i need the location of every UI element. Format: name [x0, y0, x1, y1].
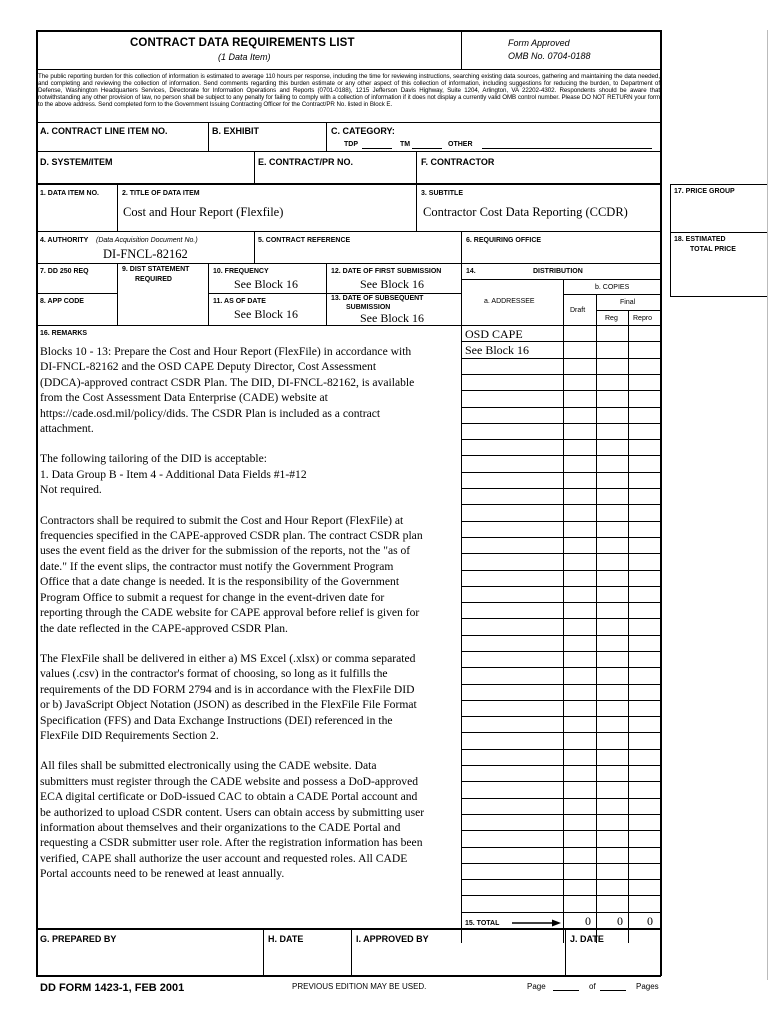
price-box-bottom [670, 296, 768, 297]
label-other: OTHER [448, 141, 473, 148]
distribution-row-line [461, 847, 661, 848]
row-456-bottom [36, 263, 661, 264]
label-remarks: 16. REMARKS [40, 330, 88, 337]
label-distribution: DISTRIBUTION [533, 268, 583, 275]
distribution-row-line [461, 521, 661, 522]
value-addressee-1: OSD CAPE [465, 327, 523, 341]
page-blank [553, 990, 579, 991]
distribution-row-line [461, 455, 661, 456]
distribution-row-line [461, 341, 661, 342]
distribution-row-line [461, 635, 661, 636]
label-subsequent: 13. DATE OF SUBSEQUENT [331, 295, 424, 302]
distribution-row-line [461, 618, 661, 619]
distribution-row-line [461, 537, 661, 538]
label-first-submission: 12. DATE OF FIRST SUBMISSION [331, 268, 442, 275]
b1-divider [117, 184, 118, 231]
burden-statement: The public reporting burden for this collection of information is estimated to average 110 hours per response, including the time for reviewing instructions, searching existing data sources, gathering and maintaining the data needed, and completing and reviewing the collection of information. Send comments regarding this burden estimate or any other aspect of this collection of information, including suggestions for reducing the burden, to Department of Defense, Washington Headquarters Services, Directorate for Information Operations and Reports (0701-0188), 1215 Jefferson Davis Highway, Suite 1204, Arlington, VA 22202-4302. Respondents should be aware that notwithstanding any other provision of law, no person shall be subject to any penalty for failing to comply with a collection of information if it does not display a currently valid OMB control number. Please DO NOT RETURN your form to the above address. Send completed form to the Government Issuing Contracting Officer for the Contract/PR No. listed in Block E. [38, 73, 660, 108]
label-copies: b. COPIES [595, 284, 630, 291]
distribution-row-line [461, 390, 661, 391]
distribution-row-line [461, 781, 661, 782]
distribution-row-line [461, 423, 661, 424]
row-rem-top [36, 325, 462, 326]
of-label: of [589, 982, 596, 991]
remarks-paragraph: All files shall be submitted electronically using the CADE website. Data submitters must register through the CADE website and possess a DoD-approved ECA digital certificate or DoD-issued CAC to obtain a CADE Portal account and be authorized to upload CSDR content. Users can obtain access by submitting user information about themselves and their organizations to the CADE Portal and requesting a CSDR submitter user role. After the registration information has been verified, CAPE shall authorize the user account and requested roles. All CADE Portal accounts need to be renewed at least annually. [40, 759, 425, 881]
distribution-row-line [461, 586, 661, 587]
draft-col [563, 279, 564, 943]
label-category: C. CATEGORY: [331, 126, 395, 136]
distribution-row-line [461, 602, 661, 603]
label-submission: SUBMISSION [346, 304, 391, 311]
other-blank [482, 148, 652, 149]
label-reg: Reg [605, 315, 618, 322]
distribution-row-line [461, 700, 661, 701]
row-abc-bottom [36, 151, 661, 152]
pages-label: Pages [636, 982, 659, 991]
distribution-row-line [461, 488, 661, 489]
label-final: Final [620, 299, 636, 306]
form-subtitle: (1 Data Item) [218, 52, 271, 62]
label-prepared-by: G. PREPARED BY [40, 934, 117, 944]
label-draft: Draft [570, 307, 586, 314]
label-as-of-date: 11. AS OF DATE [213, 298, 266, 305]
frame-right [660, 30, 662, 976]
label-authority: 4. AUTHORITY [40, 237, 89, 244]
label-app-code: 8. APP CODE [40, 298, 84, 305]
label-title-data-item: 2. TITLE OF DATA ITEM [122, 190, 200, 197]
total-bottom [36, 928, 661, 930]
form-number: DD FORM 1423-1, FEB 2001 [40, 982, 185, 994]
label-contract-line-item: A. CONTRACT LINE ITEM NO. [40, 126, 168, 136]
pages-blank [600, 990, 626, 991]
label-total: 15. TOTAL [465, 920, 500, 927]
distribution-row-line [461, 667, 661, 668]
form-title: CONTRACT DATA REQUIREMENTS LIST [130, 37, 355, 49]
value-total-reg: 0 [617, 914, 623, 928]
b4-divider [254, 231, 255, 263]
distribution-row-line [461, 814, 661, 815]
label-data-item-no: 1. DATA ITEM NO. [40, 190, 99, 197]
distribution-row-line [461, 830, 661, 831]
dist-left [461, 263, 462, 943]
distribution-row-line [461, 732, 661, 733]
row-def-bottom [36, 183, 661, 185]
label-contract-pr: E. CONTRACT/PR NO. [258, 157, 354, 167]
label-exhibit: B. EXHIBIT [212, 126, 260, 136]
label-repro: Repro [633, 315, 653, 322]
form-approved: Form Approved [508, 38, 570, 48]
distribution-row-line [461, 684, 661, 685]
page-edge [767, 30, 768, 980]
copies-line [563, 294, 661, 295]
bc-divider [326, 122, 327, 151]
label-approved-by: I. APPROVED BY [356, 934, 429, 944]
distribution-row-line [461, 749, 661, 750]
value-subsequent: See Block 16 [360, 311, 424, 325]
price-box-left [670, 184, 671, 296]
label-subtitle: 3. SUBTITLE [421, 190, 464, 197]
page-label: Page [527, 982, 546, 991]
distribution-row-line [461, 798, 661, 799]
label-estimated: 18. ESTIMATED [674, 236, 726, 243]
distribution-row-line [461, 439, 661, 440]
frame-top [36, 30, 661, 32]
distribution-row-line [461, 863, 661, 864]
ab-divider [208, 122, 209, 151]
burden-bottom [36, 122, 661, 123]
value-total-draft: 0 [585, 914, 591, 928]
tdp-blank [362, 148, 392, 149]
value-as-of-date: See Block 16 [234, 307, 298, 321]
distribution-row-line [461, 879, 661, 880]
label-frequency: 10. FREQUENCY [213, 268, 269, 275]
frame-bottom [36, 975, 661, 977]
row-123-bottom [36, 231, 661, 232]
value-addressee-2: See Block 16 [465, 343, 529, 357]
distribution-row-line [461, 765, 661, 766]
label-price-group: 17. PRICE GROUP [674, 188, 735, 195]
remarks-paragraph: The FlexFile shall be delivered in either a) MS Excel (.xlsx) or comma separated values (.csv) in the contractor's format of choosing, so long as it fulfills the requirements of the DD FORM 2794 and is in accordance with the FlexFile DID or b) JavaScript Object Notation (JSON) as described in the FlexFile File Format Specification (FFS) and Data Exchange Instructions (DEI) referenced in the FlexFile DID Requirements Section 2. [40, 651, 417, 742]
value-title: Cost and Hour Report (Flexfile) [123, 205, 284, 219]
value-first-submission: See Block 16 [360, 277, 424, 291]
label-dd250: 7. DD 250 REQ [40, 268, 89, 275]
value-frequency: See Block 16 [234, 277, 298, 291]
label-dist-required: REQUIRED [135, 276, 172, 283]
remarks-paragraph: Blocks 10 - 13: Prepare the Cost and Hour Report (FlexFile) in accordance with DI-FNCL-82162 and the OSD CAPE Deputy Director, Cost Assessment (DDCA)-approved contract CSDR Plan. The DID, DI-FNCL-82162, is available from the Cost Assessment Data Enterprise (CADE) website at https://cade.osd.mil/policy/dids. The CSDR Plan is included as a contract attachment. [40, 345, 415, 436]
b5-divider [461, 231, 462, 263]
distribution-row-line [461, 716, 661, 717]
total-arrow-icon [512, 918, 562, 928]
label-tm: TM [400, 141, 411, 148]
remarks-paragraph: The following tailoring of the DID is acceptable: 1. Data Group B - Item 4 - Additional Data Fields #1-#12 Not required. [40, 452, 307, 497]
distribution-row-line [461, 570, 661, 571]
gh-divider [263, 929, 264, 975]
label-h-date: H. DATE [268, 934, 304, 944]
hi-divider [351, 929, 352, 975]
distribution-row-line [461, 472, 661, 473]
dist-head-line [461, 279, 661, 280]
label-total-price: TOTAL PRICE [690, 246, 736, 253]
b7-divider [117, 263, 118, 326]
frame-left [36, 30, 38, 976]
de-divider [254, 151, 255, 183]
label-authority-sub: (Data Acquisition Document No.) [96, 237, 198, 244]
distribution-row-line [461, 895, 661, 896]
label-system-item: D. SYSTEM/ITEM [40, 157, 113, 167]
row-7-mid [36, 293, 118, 294]
distribution-row-line [461, 407, 661, 408]
ij-divider [565, 929, 566, 975]
distribution-row-line [461, 325, 661, 326]
label-j-date: J. DATE [570, 934, 604, 944]
price-box-top [670, 184, 768, 185]
label-addressee: a. ADDRESSEE [484, 298, 535, 305]
ef-divider [416, 151, 417, 183]
distribution-row-line [461, 651, 661, 652]
header-divider [461, 30, 462, 69]
label-contractor: F. CONTRACTOR [421, 157, 495, 167]
b10-divider [326, 263, 327, 326]
label-tdp: TDP [344, 141, 358, 148]
row-10-mid [208, 293, 462, 294]
distribution-row-line [461, 504, 661, 505]
distribution-row-line [461, 553, 661, 554]
distribution-row-line [461, 358, 661, 359]
remarks-paragraph: Contractors shall be required to submit the Cost and Hour Report (FlexFile) at frequencies specified in the CAPE-approved CSDR plan. The contract CSDR plan uses the event field as the driver for the submission of the reports, not the "as of date." If the event slips, the contractor must notify the Government Program Office that a date change is needed. It is the responsibility of the Government Program Office to submit a request for change in the event-driven date for reporting through the CADE website for CAPE approval before relief is given for the date reflected in the CAPE-approved CSDR Plan. [40, 513, 423, 635]
remarks-text [40, 344, 460, 897]
value-authority: DI-FNCL-82162 [103, 247, 188, 261]
label-dist-statement: 9. DIST STATEMENT [122, 266, 190, 273]
b9-divider [208, 263, 209, 326]
omb-number: OMB No. 0704-0188 [508, 51, 591, 61]
tm-blank [412, 148, 442, 149]
label-14: 14. [466, 268, 476, 275]
distribution-row-line [461, 912, 661, 913]
distribution-row-line [461, 374, 661, 375]
repro-col [628, 310, 629, 943]
label-requiring-office: 6. REQUIRING OFFICE [466, 237, 542, 244]
price-box-mid [670, 232, 768, 233]
label-contract-reference: 5. CONTRACT REFERENCE [258, 237, 351, 244]
previous-edition: PREVIOUS EDITION MAY BE USED. [292, 982, 427, 991]
b2-divider [416, 184, 417, 231]
value-total-repro: 0 [647, 914, 653, 928]
header-bottom [36, 69, 661, 70]
value-subtitle: Contractor Cost Data Reporting (CCDR) [423, 205, 628, 219]
